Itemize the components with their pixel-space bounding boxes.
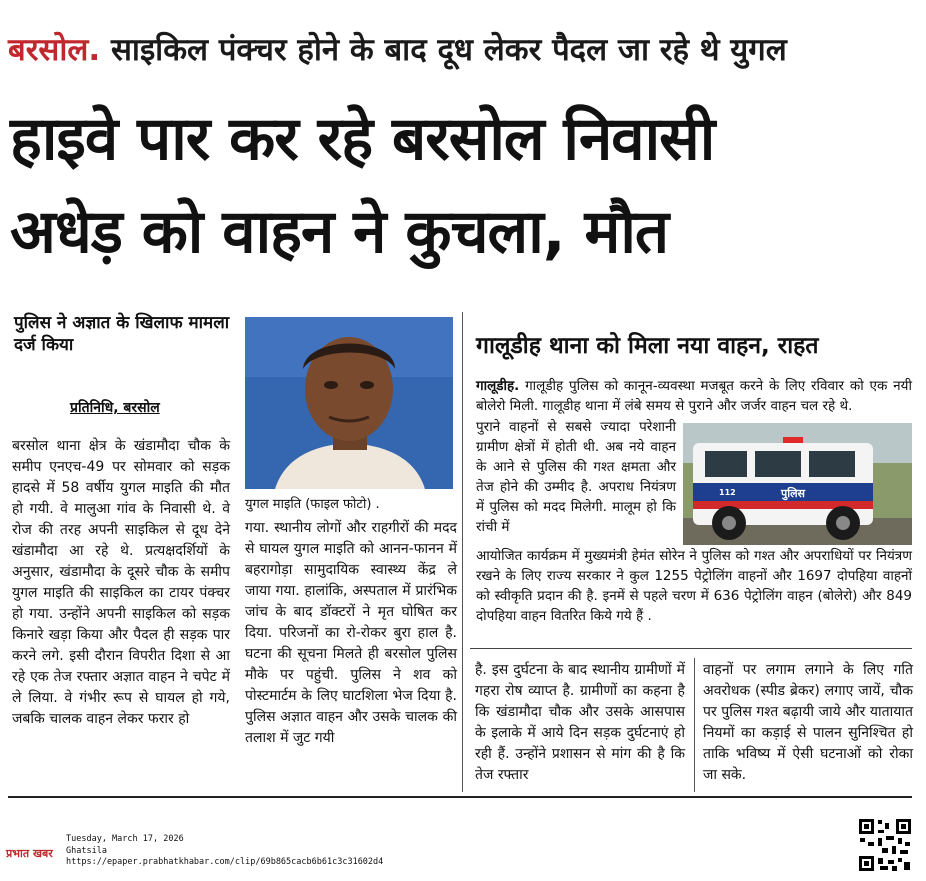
clip-edition: Ghatsila — [66, 845, 107, 856]
byline: प्रतिनिधि, बरसोल — [70, 400, 160, 416]
vehicle-label: पुलिस — [781, 487, 805, 500]
side-dateline: गालूडीह. — [476, 378, 520, 394]
side-lead-text: गालूडीह पुलिस को कानून-व्यवस्था मजबूत करने के लिए रविवार को एक नयी बोलेरो मिली. गालूडीह थाना में लंबे समय से पुराने और जर्जर वाहन चल रहे थे. — [476, 378, 912, 414]
story-column-2: गया. स्थानीय लोगों और राहगीरों की मदद से घायल युगल माइति को आनन-फानन में बहरागोड़ा सामुदायिक स्वास्थ्य केंद्र ले जाया गया. हालांकि, अस्पताल में प्रारंभिक जांच के बाद डॉक्टरों ने मृत घोषित कर दिया. परिजनों का रो-रोकर बुरा हाल है. घटना की सूचना मिलते ही बरसोल पुलिस मौके पर पहुंची. पुलिस ने शव को पोस्टमार्टम के लिए घाटशिला भेज दिया है. पुलिस अज्ञात वाहन और उसके चालक की तलाश में जुट गयी — [245, 520, 457, 746]
side-lead — [476, 376, 912, 416]
story-column-4: वाहनों पर लगाम लगाने के लिए गति अवरोधक (स्पीड ब्रेकर) लगाए जायें, चौक पर पुलिस गश्त बढ़ायी जाये और यातायात नियमों का कड़ाई से पालन सुनिश्चित हो ताकि भविष्य में ऐसी घटनाओं को रोका जा सके. — [703, 662, 913, 783]
side-story-divider — [470, 648, 912, 649]
clip-date: Tuesday, March 17, 2026 — [66, 834, 184, 844]
headline-line-2: अधेड़ को वाहन ने कुचला, मौत — [10, 197, 669, 267]
subheadline: पुलिस ने अज्ञात के खिलाफ मामला दर्ज किया — [14, 313, 230, 355]
qr-code-graphic — [858, 818, 912, 872]
portrait-illustration — [245, 317, 453, 489]
vehicle-number: 112 — [719, 488, 736, 497]
kicker-text: साइकिल पंक्चर होने के बाद दूध लेकर पैदल जा रहे थे युगल — [110, 32, 787, 68]
clip-meta — [66, 834, 383, 869]
kicker-line — [8, 28, 787, 70]
side-headline: गालूडीह थाना को मिला नया वाहन, राहत — [476, 333, 819, 359]
clip-url[interactable]: https://epaper.prabhatkhabar.com/clip/69b865cacb6b61c3c31602d4 — [66, 857, 384, 867]
photo-caption: युगल माइति (फाइल फोटो) . — [245, 497, 380, 512]
side-full-text: आयोजित कार्यक्रम में मुख्यमंत्री हेमंत सोरेन ने पुलिस को गश्त और अपराधियों पर नियंत्रण रखने के लिए राज्य सरकार ने कुल 1255 पेट्रोलिंग वाहनों और 1697 दोपहिया वाहनों को स्वीकृति प्रदान की है. इनमें से पहले चरण में 636 पेट्रोलिंग वाहन (बोलेरो) और 849 दोपहिया वाहन वितरित किये गये हैं . — [476, 548, 912, 624]
publication-logo: प्रभात खबर — [6, 847, 53, 860]
kicker-place: बरसोल. — [8, 32, 101, 68]
story-column-1: बरसोल थाना क्षेत्र के खंडामौदा चौक के समीप एनएच-49 पर सोमवार को सड़क हादसे में 58 वर्षीय युगल माइति की मौत हो गयी. वे मालुआ गांव के निवासी थे. वे रोज की तरह अपनी साइकिल से दूध देने खंडामौदा आ रहे थे. प्रत्यक्षदर्शियों के अनुसार, खंडामौदा के दूसरे चौक के समीप युगल माइति की साइकिल का टायर पंक्चर हो गया. उन्होंने अपनी साइकिल को सड़क किनारे खड़ा किया और पैदल ही सड़क पार करने लगे. इसी दौरान विपरीत दिशा से आ रहे एक तेज रफ्तार अज्ञात वाहन ने चपेट में ले लिया. वे गंभीर रूप से घायल हो गये, जबकि चालक वाहन लेकर फरार हो — [12, 438, 230, 727]
headline-line-1: हाइवे पार कर रहे बरसोल निवासी — [10, 104, 715, 174]
column-divider — [462, 312, 463, 792]
page-bottom-rule — [8, 796, 912, 798]
qr-code-icon[interactable] — [858, 818, 912, 872]
police-vehicle-photo — [683, 423, 912, 545]
side-wrap-text: पुराने वाहनों से सबसे ज्यादा परेशानी ग्रामीण क्षेत्रों में होती थी. अब नये वाहन के आने से पुलिस की गश्त क्षमता और तेज होने की उम्मीद है. अपराध नियंत्रण में पुलिस को मदद मिलेगी. मालूम हो कि रांची में — [476, 419, 676, 535]
story-column-3: है. इस दुर्घटना के बाद स्थानीय ग्रामीणों में गहरा रोष व्याप्त है. ग्रामीणों का कहना है कि खंडामौदा चौक और उसके आसपास के इलाके में आये दिन सड़क दुर्घटनाएं हो रही हैं. उन्होंने प्रशासन से मांग की है कि तेज रफ्तार — [475, 662, 685, 783]
column-divider-2 — [694, 658, 695, 792]
portrait-photo — [245, 317, 453, 489]
police-vehicle-illustration — [683, 423, 912, 545]
